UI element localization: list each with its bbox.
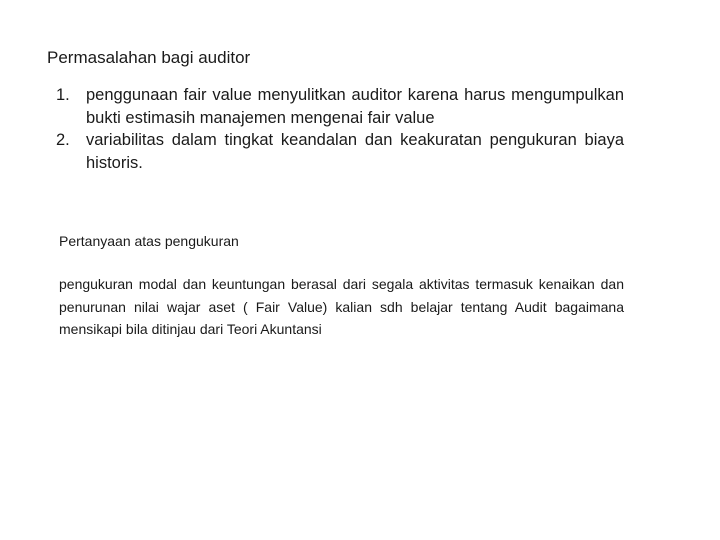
section-heading: Pertanyaan atas pengukuran (59, 233, 239, 249)
slide-title: Permasalahan bagi auditor (47, 48, 251, 67)
list-item-number: 2. (56, 131, 70, 149)
list-item-text: penggunaan fair value menyulitkan auditor karena harus mengumpulkan bukti estimasih manajemen mengenai fair value (86, 86, 624, 127)
body-paragraph: pengukuran modal dan keuntungan berasal dari segala aktivitas termasuk kenaikan dan penurunan nilai wajar aset ( Fair Value) kalian sdh belajar tentang Audit bagaimana mensikapi bila ditinjau dari Teori Akuntansi (59, 276, 624, 337)
list-item (56, 129, 624, 174)
list-item-number: 1. (56, 86, 70, 104)
problem-list (56, 84, 624, 174)
list-item-text: variabilitas dalam tingkat keandalan dan keakuratan pengukuran biaya historis. (86, 131, 624, 172)
list-item (56, 84, 624, 129)
